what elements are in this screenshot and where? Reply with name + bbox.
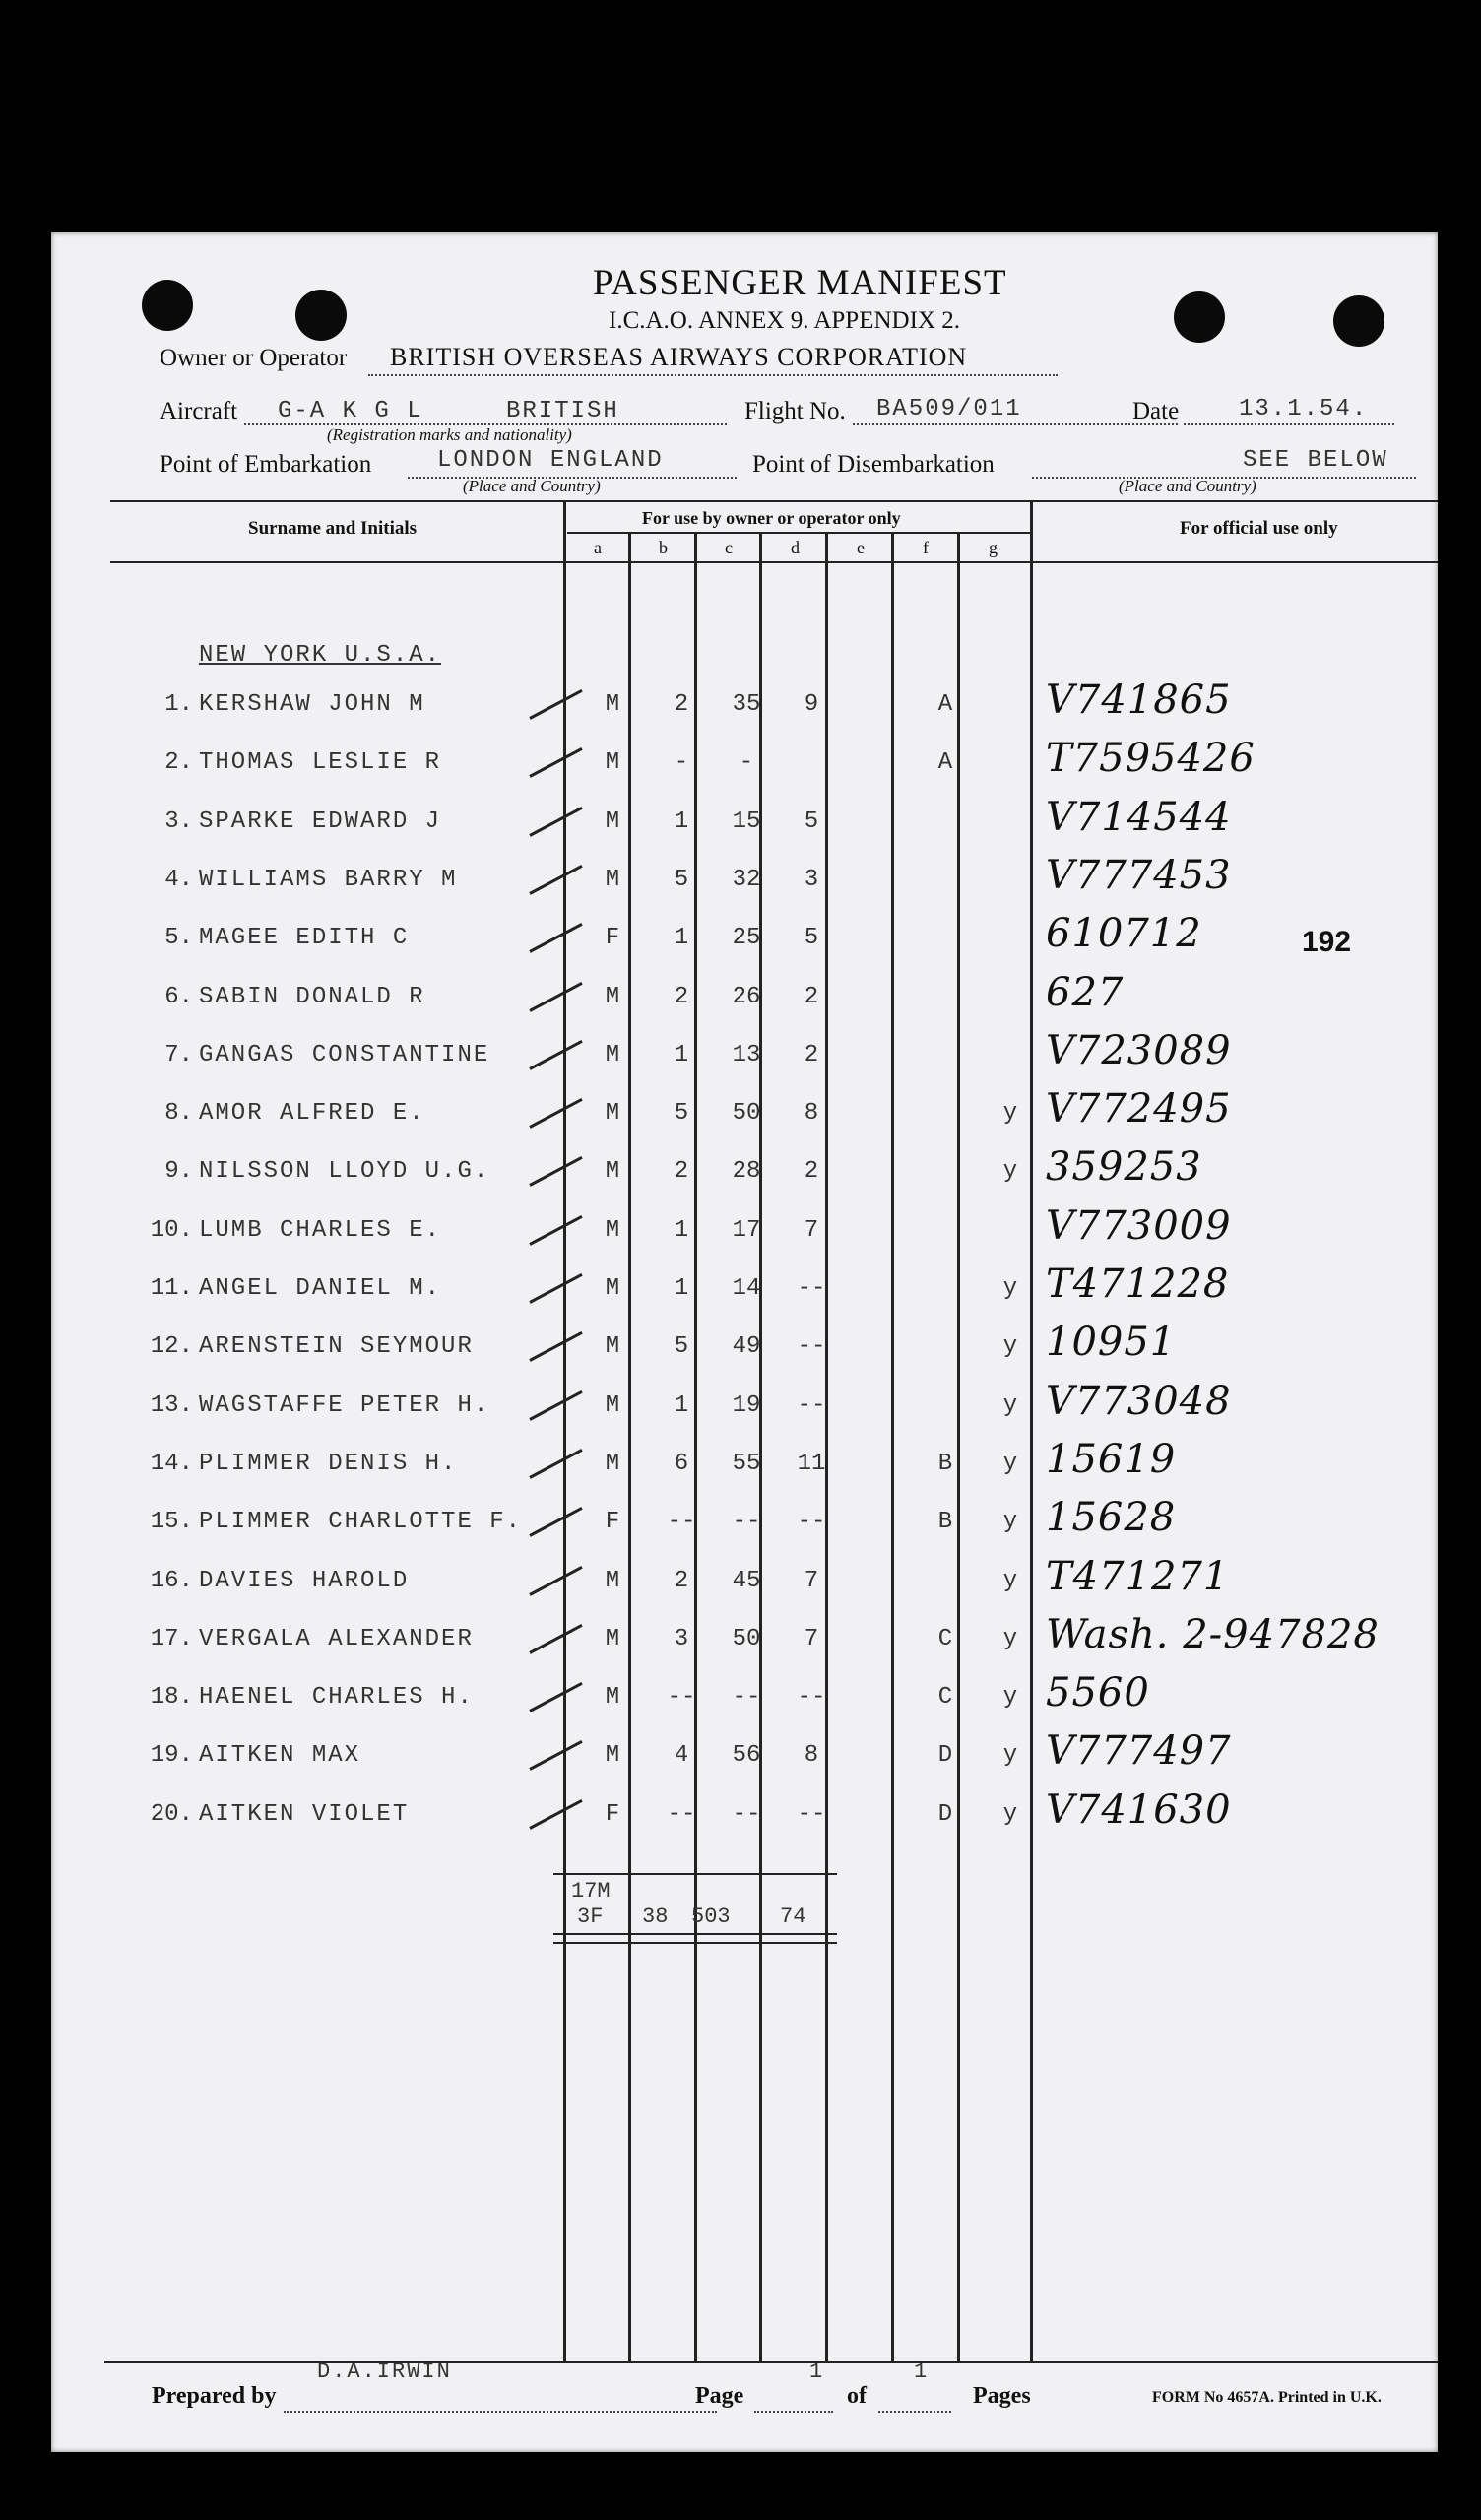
col-official-header: For official use only bbox=[1180, 518, 1338, 539]
col-b-cell: 1 bbox=[674, 925, 689, 951]
official-number: 610712 bbox=[1046, 911, 1202, 956]
official-number: V772495 bbox=[1046, 1086, 1232, 1131]
col-d-cell: 2 bbox=[804, 1042, 819, 1068]
passenger-name: ANGEL DANIEL M. bbox=[199, 1275, 442, 1302]
official-number: Wash. 2-947828 bbox=[1046, 1612, 1380, 1657]
col-g-cell: y bbox=[1002, 1158, 1018, 1185]
pen-tick-mark bbox=[529, 1507, 582, 1537]
col-b-cell: 5 bbox=[674, 1100, 689, 1127]
pen-tick-mark bbox=[529, 1682, 582, 1712]
col-owner-use-header: For use by owner or operator only bbox=[642, 508, 901, 528]
official-number: 627 bbox=[1046, 970, 1125, 1015]
col-d-cell: 11 bbox=[797, 1451, 826, 1477]
pen-tick-mark bbox=[529, 1331, 582, 1362]
pen-tick-mark bbox=[529, 747, 582, 778]
official-number: 15619 bbox=[1046, 1437, 1177, 1482]
col-c-cell: 50 bbox=[732, 1100, 761, 1127]
col-c-cell: 13 bbox=[732, 1042, 761, 1068]
row-number: 15. bbox=[150, 1509, 193, 1535]
row-number: 4. bbox=[164, 867, 193, 893]
passenger-name: PLIMMER DENIS H. bbox=[199, 1451, 458, 1477]
col-g-cell: y bbox=[1002, 1801, 1018, 1828]
table-row bbox=[51, 1261, 1438, 1326]
col-g-cell: y bbox=[1002, 1742, 1018, 1769]
table-row bbox=[51, 1495, 1438, 1560]
pen-tick-mark bbox=[529, 865, 582, 895]
pen-tick-mark bbox=[529, 1390, 582, 1421]
official-number: V741865 bbox=[1046, 678, 1232, 723]
row-number: 9. bbox=[164, 1158, 193, 1185]
disembarkation-label: Point of Disembarkation bbox=[752, 451, 995, 478]
total-pages: 1 bbox=[914, 2359, 930, 2384]
passenger-name: DAVIES HAROLD bbox=[199, 1568, 410, 1594]
col-a-cell: M bbox=[605, 1042, 620, 1068]
col-a-cell: M bbox=[605, 691, 620, 718]
total-male: 17M bbox=[571, 1879, 611, 1904]
prepared-label: Prepared by bbox=[152, 2383, 277, 2409]
official-number: 15628 bbox=[1046, 1495, 1177, 1540]
pages-label: Pages bbox=[973, 2383, 1031, 2409]
embarkation-note: (Place and Country) bbox=[463, 477, 601, 495]
passenger-name: LUMB CHARLES E. bbox=[199, 1217, 442, 1244]
row-number: 13. bbox=[150, 1392, 193, 1419]
passenger-name: ARENSTEIN SEYMOUR bbox=[199, 1333, 474, 1360]
col-d-cell: 3 bbox=[804, 867, 819, 893]
col-a-cell: M bbox=[605, 1568, 620, 1594]
punch-hole bbox=[1174, 291, 1225, 343]
footer-rule bbox=[104, 2361, 1438, 2363]
form-subtitle: I.C.A.O. ANNEX 9. APPENDIX 2. bbox=[609, 307, 960, 334]
table-row bbox=[51, 1787, 1438, 1852]
aircraft-label: Aircraft bbox=[160, 398, 238, 424]
official-number: T471271 bbox=[1046, 1554, 1230, 1599]
col-c-cell: 35 bbox=[732, 691, 761, 718]
col-g-cell: y bbox=[1002, 1451, 1018, 1477]
passenger-name: AITKEN VIOLET bbox=[199, 1801, 410, 1828]
col-d-cell: 7 bbox=[804, 1626, 819, 1652]
col-f-cell: D bbox=[937, 1801, 953, 1828]
page-number: 1 bbox=[809, 2359, 825, 2384]
col-a-cell: M bbox=[605, 1451, 620, 1477]
pen-tick-mark bbox=[529, 1273, 582, 1304]
col-a-cell: M bbox=[605, 1275, 620, 1302]
official-number: V777497 bbox=[1046, 1728, 1232, 1774]
col-b-cell: 3 bbox=[674, 1626, 689, 1652]
official-number: V741630 bbox=[1046, 1787, 1232, 1833]
table-row bbox=[51, 911, 1438, 976]
row-number: 5. bbox=[164, 925, 193, 951]
total-c: 503 bbox=[691, 1905, 731, 1929]
col-a-cell: M bbox=[605, 1100, 620, 1127]
col-e-header: e bbox=[857, 538, 865, 557]
col-surname-header: Surname and Initials bbox=[248, 518, 418, 539]
col-c-cell: -- bbox=[732, 1684, 761, 1711]
row-number: 17. bbox=[150, 1626, 193, 1652]
col-d-cell: 2 bbox=[804, 1158, 819, 1185]
row-number: 6. bbox=[164, 984, 193, 1010]
col-a-cell: M bbox=[605, 749, 620, 776]
official-number: V723089 bbox=[1046, 1028, 1232, 1073]
punch-hole bbox=[142, 280, 193, 331]
row-number: 7. bbox=[164, 1042, 193, 1068]
col-c-cell: - bbox=[739, 749, 754, 776]
date-label: Date bbox=[1132, 398, 1180, 424]
embarkation-label: Point of Embarkation bbox=[160, 451, 372, 478]
table-row bbox=[51, 1144, 1438, 1209]
disembarkation-note: (Place and Country) bbox=[1119, 477, 1256, 495]
table-top-rule bbox=[110, 500, 1438, 502]
passenger-name: GANGAS CONSTANTINE bbox=[199, 1042, 490, 1068]
passenger-name: AITKEN MAX bbox=[199, 1742, 361, 1769]
col-c-cell: 15 bbox=[732, 808, 761, 835]
row-number: 2. bbox=[164, 749, 193, 776]
table-row bbox=[51, 1203, 1438, 1268]
col-a-cell: M bbox=[605, 1392, 620, 1419]
destination-heading: NEW YORK U.S.A. bbox=[199, 642, 442, 669]
col-g-cell: y bbox=[1002, 1333, 1018, 1360]
official-number: 359253 bbox=[1046, 1144, 1202, 1190]
prepared-by-value: D.A.IRWIN bbox=[317, 2359, 452, 2384]
official-number: 5560 bbox=[1046, 1670, 1150, 1715]
passenger-name: THOMAS LESLIE R bbox=[199, 749, 442, 776]
table-row bbox=[51, 1086, 1438, 1151]
col-c-cell: 25 bbox=[732, 925, 761, 951]
row-number: 18. bbox=[150, 1684, 193, 1711]
passenger-name: AMOR ALFRED E. bbox=[199, 1100, 425, 1127]
col-c-cell: 32 bbox=[732, 867, 761, 893]
col-c-cell: 55 bbox=[732, 1451, 761, 1477]
owner-label: Owner or Operator bbox=[160, 345, 348, 371]
col-a-cell: F bbox=[605, 1509, 620, 1535]
total-female: 3F bbox=[577, 1905, 604, 1929]
pen-tick-mark bbox=[529, 1215, 582, 1246]
punch-hole bbox=[295, 290, 347, 341]
pen-tick-mark bbox=[529, 689, 582, 720]
row-number: 10. bbox=[150, 1217, 193, 1244]
of-label: of bbox=[847, 2383, 867, 2409]
col-b-cell: 2 bbox=[674, 1568, 689, 1594]
col-b-cell: 6 bbox=[674, 1451, 689, 1477]
col-g-cell: y bbox=[1002, 1509, 1018, 1535]
disembarkation-value: SEE BELOW bbox=[1243, 447, 1388, 474]
col-c-cell: 56 bbox=[732, 1742, 761, 1769]
page-label: Page bbox=[695, 2383, 744, 2409]
embarkation-value: LONDON ENGLAND bbox=[437, 447, 664, 474]
col-a-cell: M bbox=[605, 1158, 620, 1185]
col-b-cell: 1 bbox=[674, 1217, 689, 1244]
row-number: 20. bbox=[150, 1801, 193, 1828]
col-a-cell: M bbox=[605, 1742, 620, 1769]
registration-note: (Registration marks and nationality) bbox=[327, 425, 572, 444]
col-d-cell: -- bbox=[797, 1801, 826, 1828]
col-c-cell: -- bbox=[732, 1509, 761, 1535]
col-a-cell: M bbox=[605, 867, 620, 893]
col-c-cell: 14 bbox=[732, 1275, 761, 1302]
owner-value: BRITISH OVERSEAS AIRWAYS CORPORATION bbox=[390, 343, 968, 371]
form-number: FORM No 4657A. Printed in U.K. bbox=[1152, 2389, 1382, 2406]
col-g-cell: y bbox=[1002, 1275, 1018, 1302]
passenger-name: WILLIAMS BARRY M bbox=[199, 867, 458, 893]
col-g-cell: y bbox=[1002, 1392, 1018, 1419]
col-d-cell: -- bbox=[797, 1684, 826, 1711]
official-number: V773048 bbox=[1046, 1379, 1232, 1424]
pen-tick-mark bbox=[529, 1624, 582, 1654]
flight-number: BA509/011 bbox=[876, 396, 1022, 422]
passenger-name: VERGALA ALEXANDER bbox=[199, 1626, 474, 1652]
flight-label: Flight No. bbox=[744, 398, 846, 424]
official-number: V777453 bbox=[1046, 853, 1232, 898]
col-a-cell: M bbox=[605, 1684, 620, 1711]
col-b-cell: 1 bbox=[674, 808, 689, 835]
pen-tick-mark bbox=[529, 807, 582, 837]
table-row bbox=[51, 1728, 1438, 1793]
row-number: 11. bbox=[150, 1275, 193, 1302]
col-d-cell: -- bbox=[797, 1275, 826, 1302]
header-bottom-rule bbox=[110, 561, 1438, 563]
official-number: V773009 bbox=[1046, 1203, 1232, 1249]
col-a-cell: M bbox=[605, 1626, 620, 1652]
col-g-header: g bbox=[989, 538, 998, 557]
col-b-cell: 5 bbox=[674, 1333, 689, 1360]
pen-tick-mark bbox=[529, 1449, 582, 1479]
col-b-cell: 5 bbox=[674, 867, 689, 893]
total-b: 38 bbox=[642, 1905, 669, 1929]
date-value: 13.1.54. bbox=[1239, 396, 1369, 422]
col-c-cell: 26 bbox=[732, 984, 761, 1010]
row-number: 14. bbox=[150, 1451, 193, 1477]
aircraft-nationality: BRITISH bbox=[506, 398, 619, 424]
col-d-header: d bbox=[791, 538, 800, 557]
col-d-cell: -- bbox=[797, 1333, 826, 1360]
col-b-cell: 4 bbox=[674, 1742, 689, 1769]
row-number: 8. bbox=[164, 1100, 193, 1127]
col-a-cell: M bbox=[605, 1333, 620, 1360]
col-a-cell: M bbox=[605, 808, 620, 835]
col-c-cell: 19 bbox=[732, 1392, 761, 1419]
passenger-name: PLIMMER CHARLOTTE F. bbox=[199, 1509, 523, 1535]
aircraft-registration: G-A K G L bbox=[278, 398, 423, 424]
col-f-cell: D bbox=[937, 1742, 953, 1769]
passenger-name: SPARKE EDWARD J bbox=[199, 808, 442, 835]
official-number: 10951 bbox=[1046, 1320, 1177, 1365]
table-row bbox=[51, 853, 1438, 918]
manifest-sheet bbox=[51, 232, 1438, 2452]
table-row bbox=[51, 1320, 1438, 1385]
col-a-cell: F bbox=[605, 925, 620, 951]
col-c-cell: 17 bbox=[732, 1217, 761, 1244]
col-b-cell: - bbox=[674, 749, 689, 776]
col-c-cell: 45 bbox=[732, 1568, 761, 1594]
col-b-cell: 1 bbox=[674, 1392, 689, 1419]
passenger-name: HAENEL CHARLES H. bbox=[199, 1684, 474, 1711]
col-b-cell: 1 bbox=[674, 1042, 689, 1068]
col-a-cell: F bbox=[605, 1801, 620, 1828]
col-f-cell: A bbox=[937, 749, 953, 776]
row-number: 12. bbox=[150, 1333, 193, 1360]
col-a-header: a bbox=[594, 538, 602, 557]
official-number: T7595426 bbox=[1046, 736, 1256, 781]
passenger-name: KERSHAW JOHN M bbox=[199, 691, 425, 718]
col-c-cell: 50 bbox=[732, 1626, 761, 1652]
col-d-cell: 2 bbox=[804, 984, 819, 1010]
col-f-cell: B bbox=[937, 1509, 953, 1535]
col-g-cell: y bbox=[1002, 1568, 1018, 1594]
pen-tick-mark bbox=[529, 1156, 582, 1187]
official-number: T471228 bbox=[1046, 1261, 1230, 1307]
col-d-cell: 5 bbox=[804, 925, 819, 951]
col-c-header: c bbox=[725, 538, 733, 557]
col-b-cell: -- bbox=[667, 1684, 696, 1711]
col-a-cell: M bbox=[605, 984, 620, 1010]
col-d-cell: 7 bbox=[804, 1568, 819, 1594]
passenger-name: WAGSTAFFE PETER H. bbox=[199, 1392, 490, 1419]
passenger-name: SABIN DONALD R bbox=[199, 984, 425, 1010]
col-d-cell: -- bbox=[797, 1509, 826, 1535]
official-number: V714544 bbox=[1046, 795, 1232, 840]
col-b-cell: 2 bbox=[674, 691, 689, 718]
row-number: 16. bbox=[150, 1568, 193, 1594]
pen-tick-mark bbox=[529, 982, 582, 1012]
col-b-cell: -- bbox=[667, 1801, 696, 1828]
table-row bbox=[51, 1379, 1438, 1444]
col-f-header: f bbox=[923, 538, 929, 557]
col-d-cell: 8 bbox=[804, 1742, 819, 1769]
col-d-cell: -- bbox=[797, 1392, 826, 1419]
table-row bbox=[51, 1437, 1438, 1502]
col-f-cell: A bbox=[937, 691, 953, 718]
row-number: 19. bbox=[150, 1742, 193, 1769]
subheader-rule bbox=[567, 532, 1032, 534]
col-f-cell: C bbox=[937, 1626, 953, 1652]
passenger-name: NILSSON LLOYD U.G. bbox=[199, 1158, 490, 1185]
total-d: 74 bbox=[780, 1905, 806, 1929]
pen-tick-mark bbox=[529, 1566, 582, 1596]
table-row bbox=[51, 1612, 1438, 1677]
pen-tick-mark bbox=[529, 1040, 582, 1070]
col-b-header: b bbox=[659, 538, 668, 557]
row-number: 1. bbox=[164, 691, 193, 718]
pen-tick-mark bbox=[529, 1799, 582, 1830]
row-number: 3. bbox=[164, 808, 193, 835]
punch-hole bbox=[1333, 295, 1384, 347]
col-d-cell: 5 bbox=[804, 808, 819, 835]
col-f-cell: B bbox=[937, 1451, 953, 1477]
col-f-cell: C bbox=[937, 1684, 953, 1711]
col-c-cell: 28 bbox=[732, 1158, 761, 1185]
col-b-cell: 2 bbox=[674, 1158, 689, 1185]
table-row bbox=[51, 736, 1438, 801]
form-title: PASSENGER MANIFEST bbox=[593, 263, 1007, 303]
stamp-number: 192 bbox=[1302, 926, 1352, 958]
col-d-cell: 9 bbox=[804, 691, 819, 718]
col-d-cell: 7 bbox=[804, 1217, 819, 1244]
pen-tick-mark bbox=[529, 1740, 582, 1771]
col-g-cell: y bbox=[1002, 1684, 1018, 1711]
col-b-cell: 2 bbox=[674, 984, 689, 1010]
col-c-cell: -- bbox=[732, 1801, 761, 1828]
pen-tick-mark bbox=[529, 923, 582, 953]
passenger-name: MAGEE EDITH C bbox=[199, 925, 410, 951]
col-b-cell: -- bbox=[667, 1509, 696, 1535]
col-d-cell: 8 bbox=[804, 1100, 819, 1127]
pen-tick-mark bbox=[529, 1098, 582, 1129]
col-c-cell: 49 bbox=[732, 1333, 761, 1360]
col-g-cell: y bbox=[1002, 1100, 1018, 1127]
col-a-cell: M bbox=[605, 1217, 620, 1244]
col-b-cell: 1 bbox=[674, 1275, 689, 1302]
col-g-cell: y bbox=[1002, 1626, 1018, 1652]
